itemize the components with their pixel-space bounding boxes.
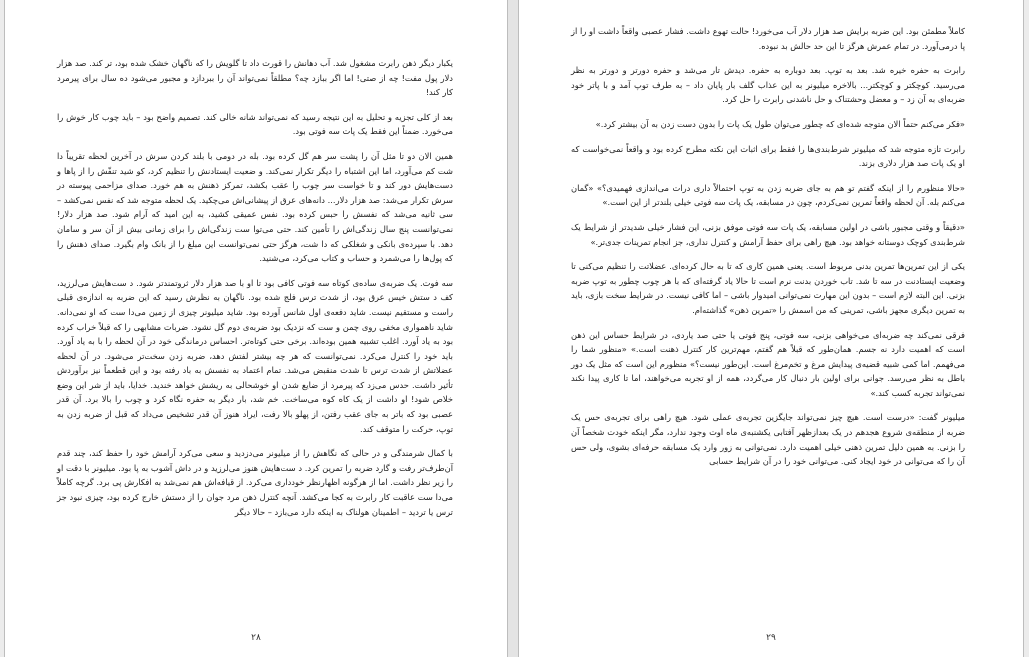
paragraph: یکی از این تمرین‌ها تمرین بدنی مربوط است. یعنی همین کاری که تا به حال کرده‌ای. عضلاتت را تنظیم می‌کنی تا وضعیت ایستادنت در سه تا شد. تاب خوردن بدنت نرم است تا حالا یاد گرفته‌ای که با هر چوب چطور به توپ ضربه بزنی. این البته لازم است – بدون این مهارت نمی‌توانی امیدوار باشی – اما کافی نیست. در شرایط سخت بازی، باید به تمرین دیگری مجهز باشی، تمرینی که من اسمش را «تمرین ذهن» گذاشته‌ام. [571, 261, 965, 315]
paragraph: «حالا منظورم را از اینکه گفتم تو هم به جای ضربه زدن به توپ احتمالاً داری درات می‌اندازی فهمیدی؟» «گمان می‌کنم بله. آن لحظه واقعاً تمرین نمی‌کردم، چون در مسابقه، یک پات سه فوتی خیلی بلندتر از این است.» [571, 182, 965, 208]
paragraph: رابرت تازه متوجه شد که میلیونر شرط‌بندی‌ها را فقط برای اثبات این نکته مطرح کرده بود و واقعاً نمی‌خواست که او یک پات صد هزار دلاری بزند. [571, 143, 965, 169]
page-number: ۲۹ [766, 633, 776, 643]
paragraph: کاملاً مطمئن بود. این ضربه برایش صد هزار دلار آب می‌خورد! حالت تهوع داشت. فشار عصبی واقعاً داشت او را از پا درمی‌آورد. در تمام عمرش هرگز تا این حد حالش بد نبوده. [571, 26, 965, 51]
right-page [518, 0, 1024, 657]
paragraph: فرقی نمی‌کند چه ضربه‌ای می‌خواهی بزنی، سه فوتی، پنج فوتی یا حتی صد یاردی، در شرایط حساس این ذهن است که اهمیت دارد نه جسم. همان‌طور که قبلاً هم گفتم، مهم‌ترین کار کنترل ذهنت است.» «منظور شما را می‌فهمم. اما کمی شبیه قضیه‌ی پیدایش مرغ و تخم‌مرغ است. این‌طور نیست؟» منظورم این است که مثل یک دور باطل به نظر می‌رسد. جوانی برای اولین بار دنبال کار می‌گردد، همه از او تجربه می‌خواهند، اما تا کاری پیدا نکند نمی‌تواند تجربه کسب کند.» [571, 329, 965, 398]
paragraph: همین الان دو تا مثل آن را پشت سر هم گل کرده بود. بله در دومی با بلند کردن سرش در آخرین لحظه تقریباً دا شت کم می‌آورد، اما این اشتباه را دیگر تکرار نمی‌کند. و ضعیت ایستادنش را تنظیم کرد، کو شید تنفّش را از پاها و دست‌هایش دور کند و تا خواست سر چوب را عقب بکشد، تمرکز ذهنش به هم خورد. صدای مزاحمی پیوسته در سرش تکرار می‌شد: صد هزار دلار... دانه‌های عرق از پیشانی‌اش می‌چکید. یک لحظه متوجه شد که نفس نمی‌کشد – سی ثانیه می‌شد که نفسش را حبس کرده بود. نفس عمیقی کشید، به این امید که آرام شود. صد هزار دلار! نمی‌توانست پنج سال زندگی‌اش را تأمین کند. حتی می‌توا ست زندگی‌اش را برای زمانی بیش از آن سر و سامان دهد. با سپرده‌ی بانکی و شغلکی که دا شت، هرگز حتی نمی‌توانست این مبلغ را از بانک وام بگیرد. صدای ذهنش را که پول‌ها را می‌شمرد و حساب و کتاب می‌کرد، می‌شنید. [57, 150, 453, 264]
paragraph: میلیونر گفت: «درست است. هیچ چیز نمی‌تواند جایگزین تجربه‌ی عملی شود. هیچ راهی برای تجربه‌ی حس یک ضربه از منطقه‌ی شروع هجدهم در یک بعدازظهر آفتابی یکشنبه‌ی ماه اوت وجود ندارد، مگر اینکه خودت شخصاً آن را بزنی. به همین دلیل تمرین ذهنی خیلی اهمیت دارد. نمی‌توانی به زور وارد یک مسابقه حرفه‌ای بشوی، ولی حس آن را که می‌توانی در خود ایجاد کنی. می‌توانی خود را در آن شرایط حسابی [571, 412, 965, 467]
page-number: ۲۸ [251, 633, 261, 643]
paragraph: یکبار دیگر ذهن رابرت مشغول شد. آب دهانش را قورت داد تا گلویش را که ناگهان خشک شده بود، تر کند. صد هزار دلار پول مفت! چه از صتی! اما اگر ببازد چه؟ مطلقاً نمی‌تواند آن را ببردازد و مجبور می‌شود ده سال برای پیرمرد کار کند! [57, 58, 453, 98]
paragraph: بعد از کلی تجزیه و تحلیل به این نتیجه رسید که نمی‌تواند شانه خالی کند. تصمیم واضح بود – باید چوب کار خوش را می‌خورد. ضمناً این فقط یک پات سه فوتی بود. [57, 111, 453, 137]
paragraph: با کمال شرمندگی و در حالی که نگاهش را از میلیونر می‌دزدید و سعی می‌کرد آرامش خود را حفظ کند، چند قدم آن‌طرف‌تر رفت و گارد ضربه را تمرین کرد. د ست‌هایش هنوز می‌لرزید و در داش آشوب به پا بود. میلیونر با دقت او را زیر نظر داشت. اما از هرگونه اظهارنظر خودداری می‌کرد. از قیافه‌اش هم نمی‌شد به افکارش پی برد. گرچه کاملاً می‌دا ست عاقبت کار رابرت به کجا می‌کشد. آنچه کنترل ذهن مرد جوان را از دستش خارج کرده بود، چیزی نبود جز ترس یا تردید – اطمینان هولناک به اینکه دارد می‌بازد – حالا دیگر [57, 448, 453, 517]
paragraph: سه فوت. یک ضربه‌ی ساده‌ی کوتاه سه فوتی کافی بود تا او با صد هزار دلار ثروتمندتر شود. د ست‌هایش می‌لرزید، کف د ستش خیس عرق بود، از شدت ترس فلج شده بود. ناگهان به نظرش رسید که این ضربه به اندازه‌ی قبلی راست و مستقیم نیست. شاید دفعه‌ی اول شانس آورده بود. شاید میلیونر چیزی از زمین می‌دا ست که او نمی‌دانه. شاید ناهمواری مخفی روی چمن و ست که نزدیک بود ضربه‌ی دوم گل نشود. ضربات مشابهی را که قبلاً خراب کرده بود به یاد آورد. اغلب تشبیه همین بوده‌اند. برخی حتی کوتاه‌تر. احساس درماندگی خود در آن لحظه را با به یاد آورد. باید خود را کنترل می‌کرد. نمی‌توانست که هر چه بیشتر لفتش دهد، ضربه زدن سخت‌تر می‌شود. در آن لحظه عضلاتش از شدت ترس تا شدت منقبض می‌شد. تمام اعتماد به نفسش به باد رفته بود و این قطعماً نیز برآوردش تأثیر داشت. حدس می‌زد که پیرمرد از ضایع شدن او خوشحالی به ریشش خواهد خندید. خدایا، باید از شر این وضع خلاص شود! او داشت از یک کاه کوه می‌ساخت. خم شد، بار دیگر به حفره نگاه کرد و چوب را بالا برد. آن قدر عصبی بود که باتر به جای عقب رفتن، از پهلو بالا رفت، ایراد هنوز آن قدر تشخیص می‌داد که قبل از ضربه زدن به توپ، حرکت را متوقف کند. [57, 277, 453, 434]
paragraph: «فکر می‌کنم حتماً الان متوجه شده‌ای که چطور می‌توان طول یک پات را بدون دست زدن به آن بیشتر کرد.» [595, 118, 965, 129]
paragraph: رابرت به حفره خیره شد. بعد به توپ. بعد دوباره به حفره. دیدش تار می‌شد و حفره دورتر و دورتر به نظر می‌رسید. کوچکتر و کوچکتر... بالاخره میلیونر به این عذاب گلف بار پایان داد – به طرف توپ آمد و با پاتر خود ضربه‌ای به آن زد – و معضل وحشتناک و حل ناشدنی رابرت را حل کرد. [571, 65, 965, 105]
page-gutter [508, 0, 518, 657]
paragraph: «دقیقاً و وقتی مجبور باشی در اولین مسابقه، یک پات سه فوتی موفق بزنی، این فشار خیلی شدیدتر از شرایط یک شرط‌بندی کوچک دوستانه خواهد بود. هیچ راهی برای حفظ آرامش و کنترل نداری، جز انجام تمرینات جدی‌تر.» [571, 221, 965, 247]
left-page-text [57, 56, 453, 529]
right-page-text [571, 24, 965, 479]
left-page [4, 0, 508, 657]
